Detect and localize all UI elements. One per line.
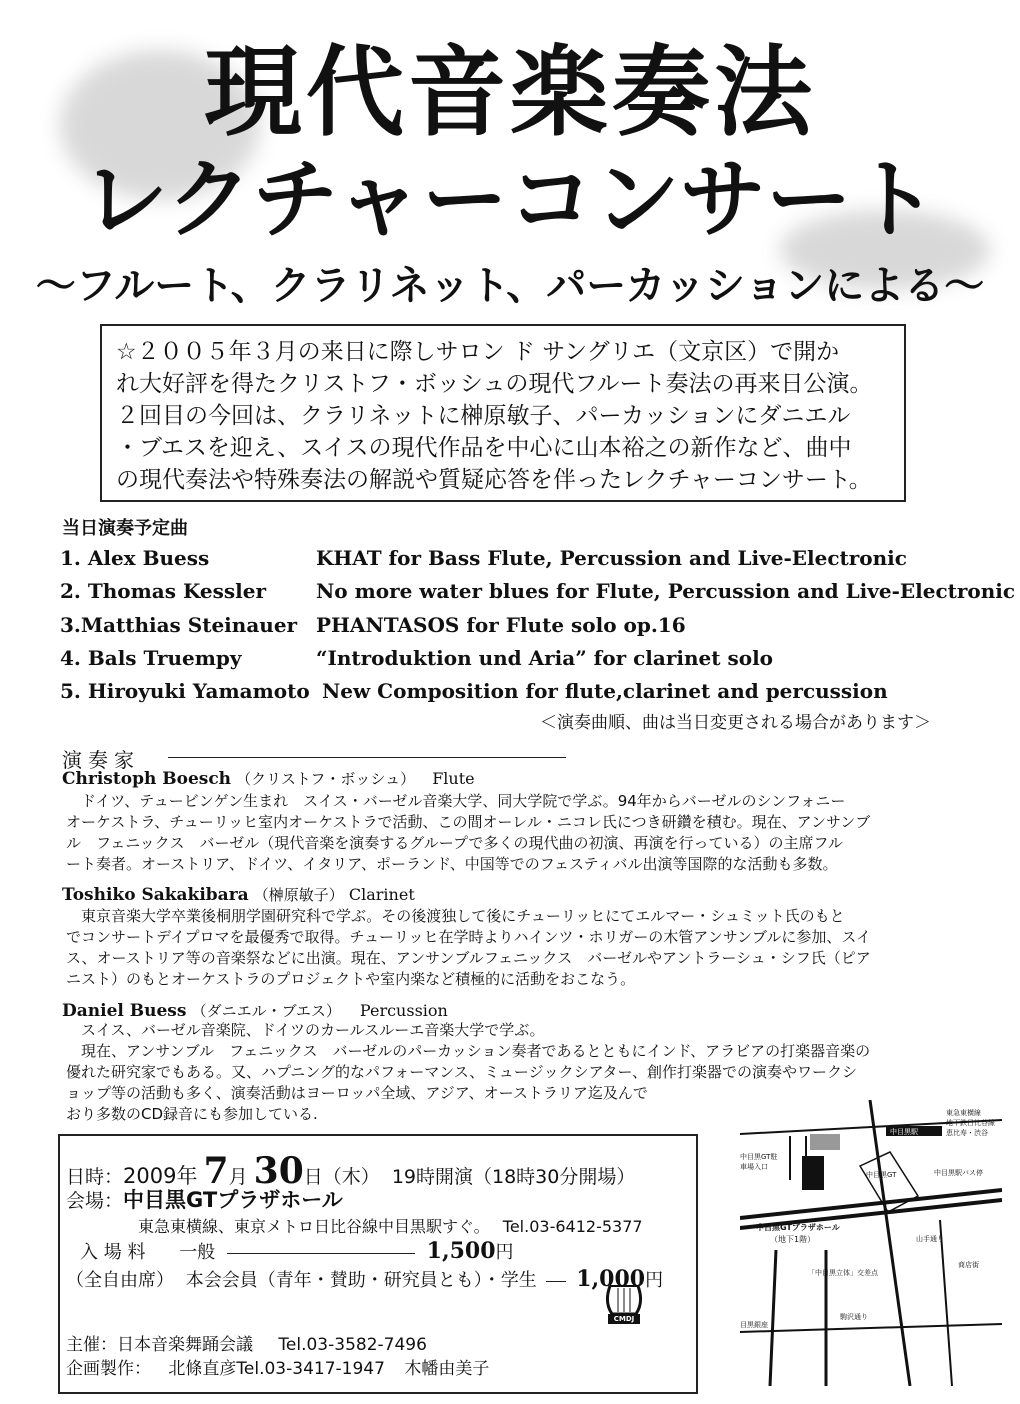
subtitle: 〜フルート、クラリネット、パーカッションによる〜 <box>35 263 985 309</box>
bio-line: おり多数のCD録音にも参加している. <box>66 1105 318 1123</box>
program-item <box>60 546 1000 580</box>
bio-line: ョップ等の活動も多く、演奏活動はヨーロッパ全域、アジア、オーストラリア迄及んで <box>66 1084 648 1102</box>
producer-name: 北條直彦 <box>168 1359 237 1379</box>
map-ebisu-label: 恵比寿・渋谷 <box>946 1129 988 1137</box>
bio-line: 現在、アンサンブル フェニックス バーゼルのパーカッション奏者であるとともにインド、アラビアの打楽器音楽の <box>66 1042 871 1060</box>
program-composer: 2. Thomas Kessler <box>60 579 266 603</box>
fee-label: 入 場 料 <box>80 1242 146 1263</box>
performer-instrument: Percussion <box>359 1001 448 1020</box>
event-day: 30 <box>253 1150 304 1192</box>
performer-kana: （ダニエル・ブエス） <box>191 1002 341 1020</box>
event-year: 2009年 <box>123 1164 198 1188</box>
map-tokyu-label: 東急東横線 <box>946 1109 981 1117</box>
performer-instrument: Clarinet <box>348 885 415 904</box>
organizer-row <box>66 1330 427 1355</box>
fee-general-value: 1,500 <box>426 1238 496 1264</box>
program-composer: 5. Hiroyuki Yamamoto <box>60 679 310 703</box>
month-unit: 月 <box>228 1166 248 1188</box>
fee-general-row <box>80 1238 680 1264</box>
venue-name: 中目黒GTプラザホール <box>123 1188 343 1212</box>
yen-unit: 円 <box>495 1242 514 1263</box>
map-hall-label: 中目黒GTプラザホール <box>756 1223 840 1232</box>
bio-line: オーケストラ、チューリッヒ室内オーケストラで活動、この間オーレル・ニコレ氏につき研鑽を積む。現在、アンサンブ <box>66 813 871 831</box>
bio-line: ドイツ、テュービンゲン生まれ スイス・バーゼル音楽大学、同大学院で学ぶ。94年からバーゼルのシンフォニー <box>66 792 846 810</box>
map-bus-label: 中目黒駅バス停 <box>934 1169 983 1177</box>
organizer-name: 日本音楽舞踊会議 <box>117 1335 253 1355</box>
map-hall-floor-label: （地下1階） <box>770 1235 816 1244</box>
performer-name: Christoph Boesch <box>62 769 232 789</box>
program-composer: 1. Alex Buess <box>60 546 210 570</box>
performer-name-row <box>62 1000 448 1021</box>
program-work: No more water blues for Flute, Percussion and Live-Electronic <box>316 579 1016 603</box>
fee-member-row <box>66 1266 663 1292</box>
fee-general-label: 一般 <box>179 1242 216 1263</box>
cmdj-logo <box>602 1280 646 1326</box>
producer-label: 企画製作： <box>66 1359 151 1379</box>
bio-line: ニスト）のもとオーケストラのプロジェクトや室内楽など積極的に活動をおこなう。 <box>66 970 636 988</box>
organizer-tel: Tel.03-3582-7496 <box>278 1335 427 1355</box>
performer-kana: （榊原敏子） <box>253 886 344 904</box>
performer-name: Toshiko Sakakibara <box>62 885 249 905</box>
map-parking-label: 中目黒GT駐車場入口 <box>740 1153 778 1171</box>
program-work: KHAT for Bass Flute, Percussion and Live-Electronic <box>316 546 907 570</box>
program-item <box>60 579 1016 613</box>
performer-bio <box>66 791 986 875</box>
bio-line: スイス、バーゼル音楽院、ドイツのカールスルーエ音楽大学で学ぶ。 <box>66 1021 545 1039</box>
map-subway-label: 地下鉄日比谷線 <box>946 1119 995 1127</box>
fee-dash <box>227 1253 415 1254</box>
intro-line: ☆２００５年３月の来日に際しサロン ド サングリエ（文京区）で開か <box>116 339 840 365</box>
program-work: New Composition for flute,clarinet and percussion <box>322 679 888 703</box>
bio-line: 東京音楽大学卒業後桐朋学園研究科で学ぶ。その後渡独して後にチューリッヒにてエルマー・シュミット氏のもと <box>66 907 845 925</box>
map-yamate-label: 山手通り <box>916 1235 944 1243</box>
map-station-label: 中目黒駅 <box>890 1128 918 1136</box>
organizer-label: 主催： <box>66 1335 117 1355</box>
map-crossing-label: 「中目黒立体」交差点 <box>808 1269 878 1277</box>
venue-row <box>66 1184 343 1214</box>
performer-instrument: Flute <box>432 769 475 788</box>
fee-dash <box>546 1281 566 1282</box>
program-composer: 3.Matthias Steinauer <box>60 613 298 637</box>
program-item <box>60 613 1000 647</box>
logo-text: CMDJ <box>613 1315 635 1323</box>
performer-name: Daniel Buess <box>62 1001 187 1021</box>
fee-member-label: 本会会員（青年・賛助・研究員とも）・学生 <box>185 1270 537 1291</box>
bio-line: ル フェニックス バーゼル（現代音楽を演奏するグループで多くの現代曲の初演、再演を行っている）の主席フル <box>66 834 843 852</box>
performer-kana: （クリストフ・ボッシュ） <box>236 770 416 788</box>
access-map <box>740 1100 1002 1386</box>
bio-line: ス、オーストリア等の音楽祭などに出演。現在、アンサンブルフェニックス バーゼルやアントラーシュ・シフ氏（ピア <box>66 949 871 967</box>
performer-name-row <box>62 884 415 905</box>
performer-name-row <box>62 768 475 789</box>
title-line-2: レクチャーコンサート <box>82 150 938 250</box>
day-unit: 日（木） <box>303 1166 380 1188</box>
bio-line: 優れた研究家でもある。又、ハプニング的なパフォーマンス、ミュージックシアター、創作打楽器での演奏やワークシ <box>66 1063 857 1081</box>
bio-line: でコンサートデイプロマを最優秀で取得。チューリッヒ在学時よりハインツ・ホリガーの木管アンサンブルに参加、スイ <box>66 928 872 946</box>
map-meguro-label: 目黒銀座 <box>740 1321 768 1329</box>
performers-rule <box>168 757 566 758</box>
producer-row <box>66 1354 489 1379</box>
event-month: 7 <box>203 1150 229 1192</box>
program-item <box>60 646 1000 680</box>
producer-name-2: 木幡由美子 <box>404 1359 490 1379</box>
program-work: “Introduktion und Aria” for clarinet solo <box>316 646 774 670</box>
event-time: 19時開演（18時30分開場） <box>391 1166 636 1188</box>
venue-access: 東急東横線、東京メトロ日比谷線中目黒駅すぐ。 <box>138 1217 490 1236</box>
intro-line: れ大好評を得たクリストフ・ボッシュの現代フルート奏法の再来日公演。 <box>116 371 873 397</box>
performers-heading: 演奏家 <box>62 748 140 772</box>
seating-note: （全自由席） <box>66 1270 174 1291</box>
intro-line: の現代奏法や特殊奏法の解説や質疑応答を伴ったレクチャーコンサート。 <box>116 467 872 493</box>
intro-line: ・ブエスを迎え、スイスの現代作品を中心に山本裕之の新作など、曲中 <box>116 435 852 461</box>
intro-line: ２回目の今回は、クラリネットに榊原敏子、パーカッションにダニエル <box>116 403 851 429</box>
intro-box <box>100 324 906 502</box>
venue-label: 会場： <box>66 1190 124 1212</box>
yen-unit: 円 <box>645 1270 664 1291</box>
access-row <box>138 1214 643 1237</box>
program-notice: ＜演奏曲順、曲は当日変更される場合があります＞ <box>540 713 931 733</box>
date-label: 日時： <box>66 1166 124 1188</box>
map-gt-label: 中目黒GT <box>866 1171 897 1179</box>
program-work: PHANTASOS for Flute solo op.16 <box>316 613 686 637</box>
program-heading: 当日演奏予定曲 <box>62 518 188 539</box>
title-line-1: 現代音楽奏法 <box>203 36 816 150</box>
venue-tel: Tel.03-6412-5377 <box>502 1217 643 1236</box>
bio-line: ート奏者。オーストリア、ドイツ、イタリア、ポーランド、中国等でのフェスティバル出演等国際的な活動も多数。 <box>66 855 838 873</box>
program-composer: 4. Bals Truempy <box>60 646 242 670</box>
performer-bio <box>66 906 986 990</box>
producer-tel: Tel.03-3417-1947 <box>236 1359 385 1379</box>
map-shopping-label: 商店街 <box>958 1261 979 1269</box>
map-komazawa-label: 駒沢通り <box>840 1313 868 1321</box>
fee-member-value: 1,000 <box>576 1266 646 1292</box>
